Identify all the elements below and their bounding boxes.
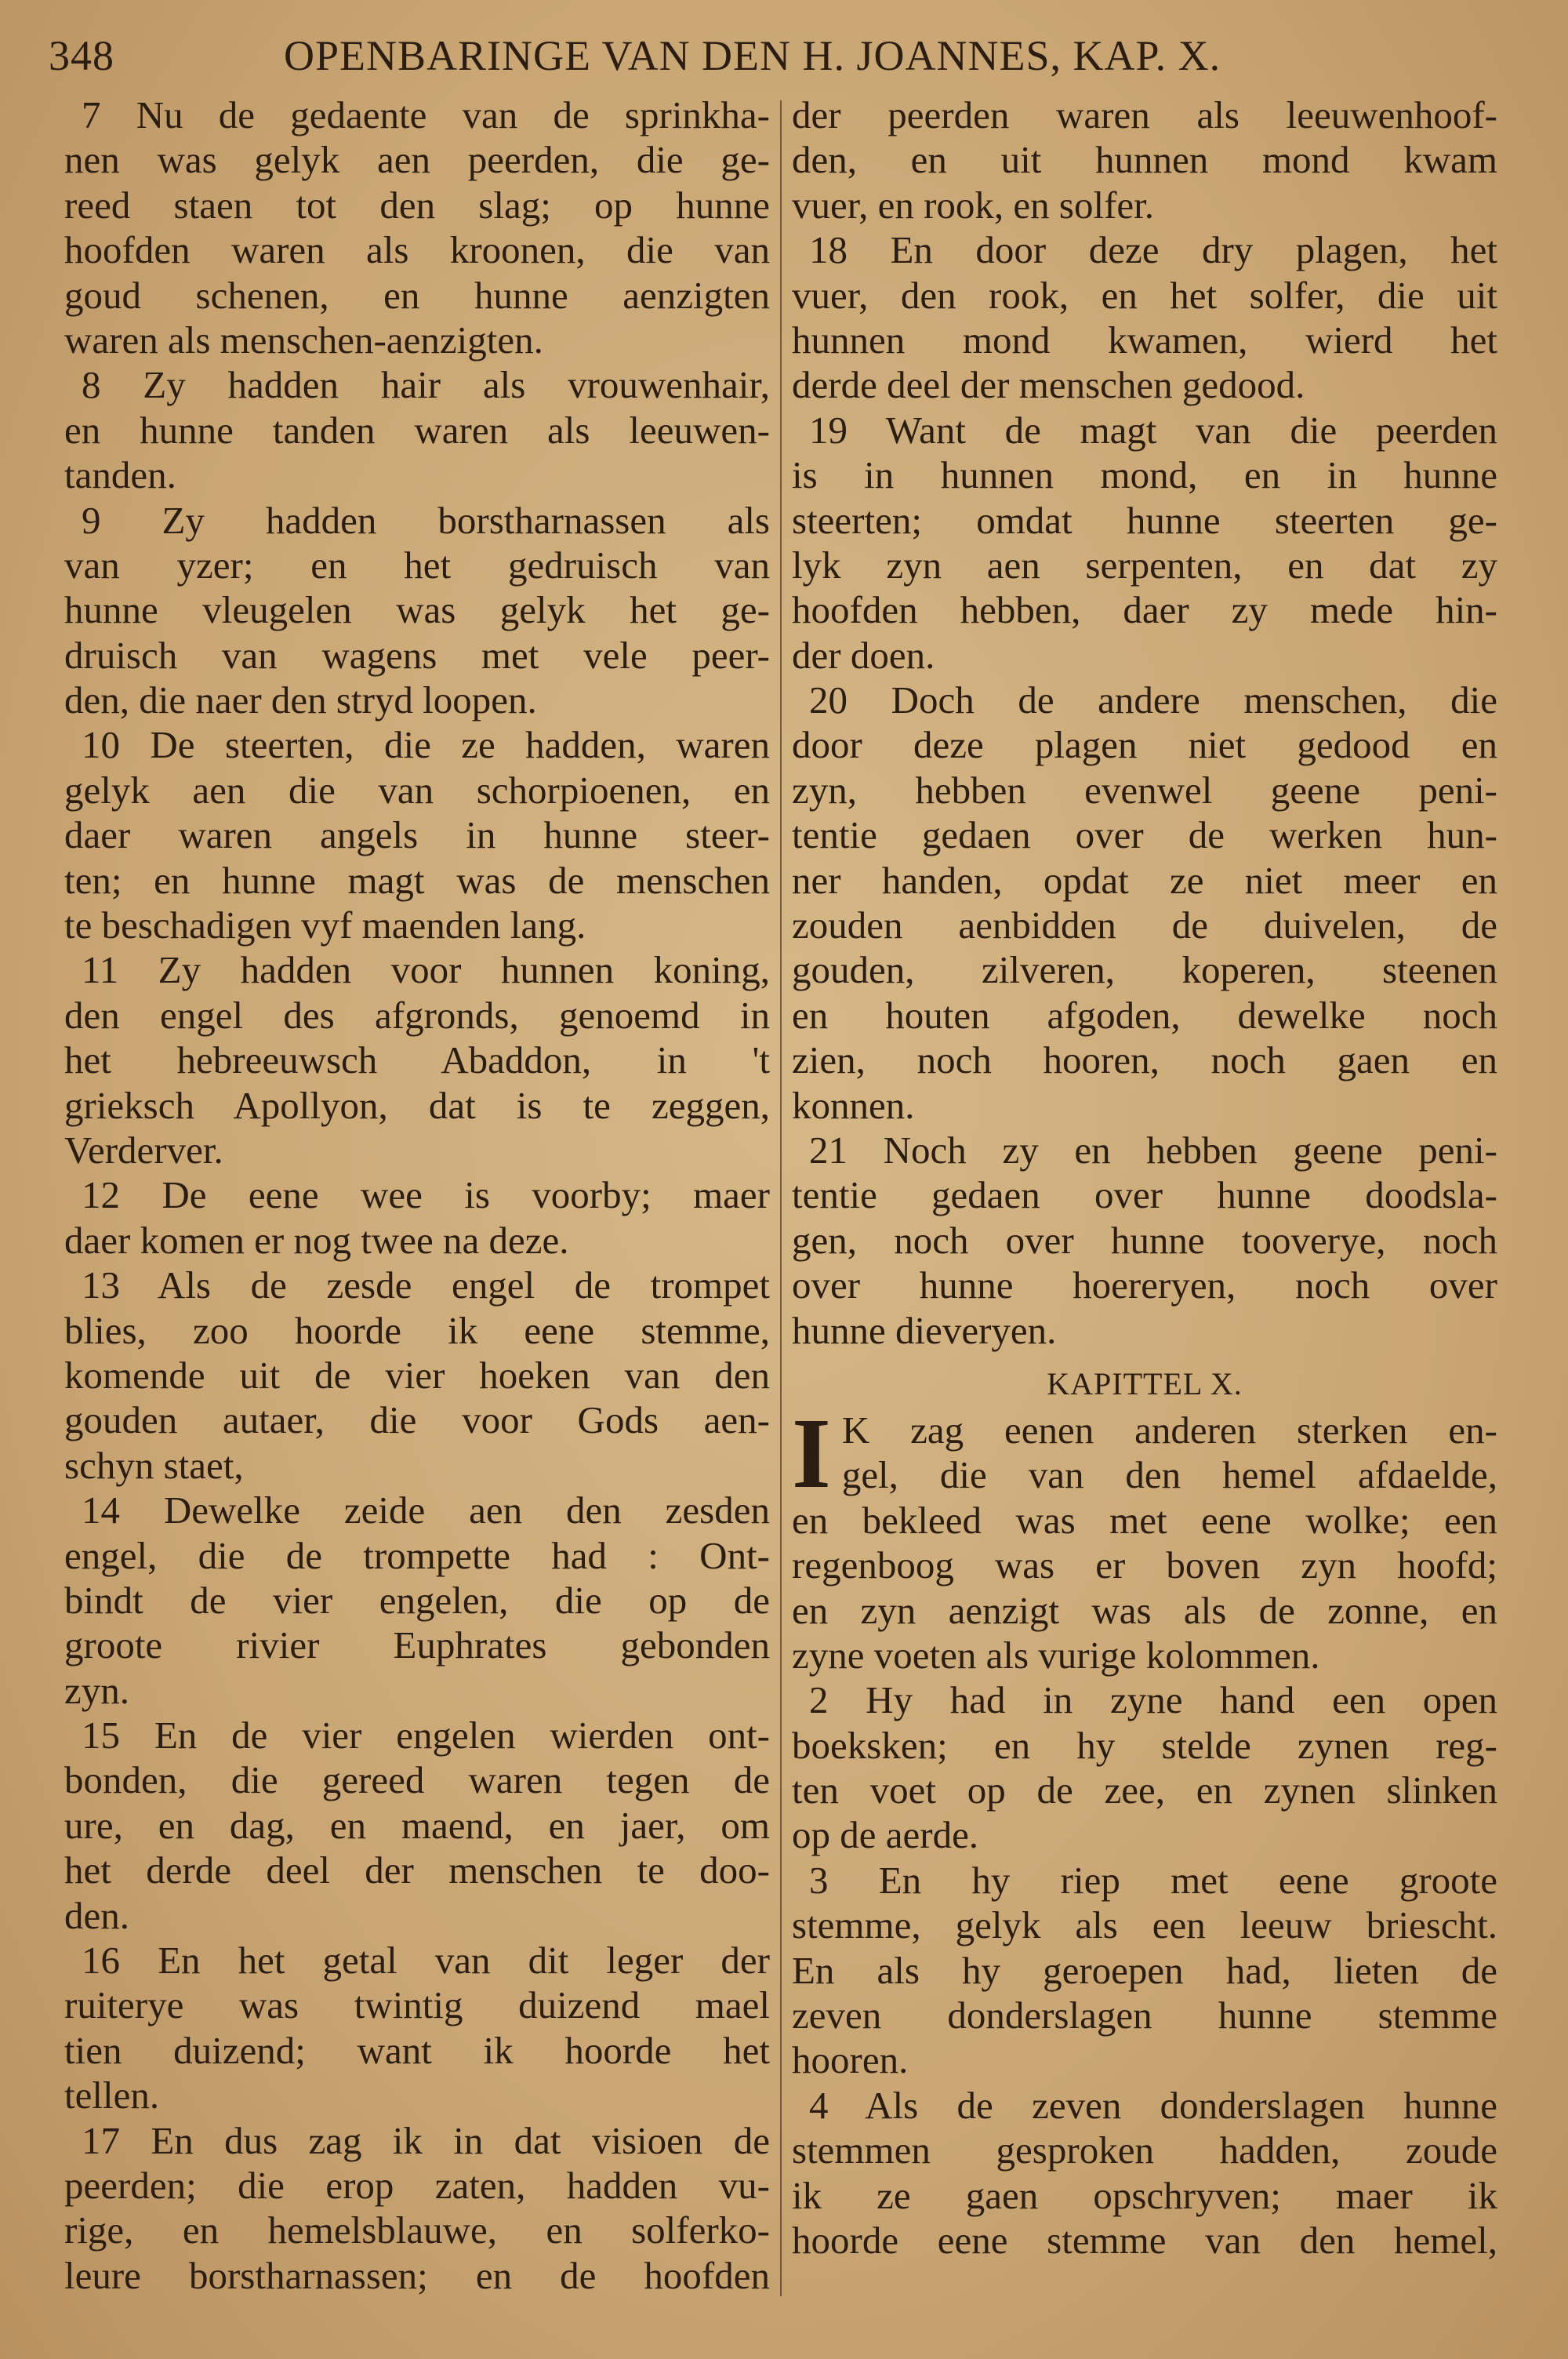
text-line: daer komen er nog twee na deze.	[64, 1218, 569, 1262]
text-line: bonden, die gereed waren tegen de	[64, 1758, 770, 1802]
text-line: zyne voeten als vurige kolommen.	[792, 1633, 1320, 1677]
text-line: het hebreeuwsch Abaddon, in 't	[64, 1038, 770, 1082]
text-line: 14 Dewelke zeide aen den zesden	[82, 1488, 770, 1532]
text-line: hoorde eene stemme van den hemel,	[792, 2218, 1497, 2262]
text-line: der doen.	[792, 633, 935, 677]
text-line: ruiterye was twintig duizend mael	[64, 1983, 770, 2027]
paragraph	[792, 1858, 1497, 2083]
text-line: 15 En de vier engelen wierden ont-	[82, 1714, 770, 1757]
text-line: door deze plagen niet gedood en	[792, 723, 1497, 767]
text-line: en houten afgoden, dewelke noch	[792, 993, 1497, 1037]
text-line: konnen.	[792, 1083, 915, 1127]
text-line: vuer, den rook, en het solfer, die uit	[792, 273, 1497, 317]
text-line: 9 Zy hadden borstharnassen als	[82, 498, 770, 542]
text-line: 8 Zy hadden hair als vrouwenhair,	[82, 363, 770, 407]
text-line: 2 Hy had in zyne hand een open	[809, 1678, 1497, 1722]
text-line: 3 En hy riep met eene groote	[809, 1858, 1497, 1902]
text-line: tanden.	[64, 453, 176, 497]
text-line: En als hy geroepen had, lieten de	[792, 1948, 1497, 1992]
text-line: rige, en hemelsblauwe, en solferko-	[64, 2208, 770, 2252]
drop-cap: I	[792, 1397, 831, 1509]
text-line: grieksch Apollyon, dat is te zeggen,	[64, 1083, 770, 1127]
text-line: bindt de vier engelen, die op de	[64, 1578, 770, 1622]
text-line: 20 Doch de andere menschen, die	[809, 678, 1497, 722]
text-line: stemmen gesproken hadden, zoude	[792, 2128, 1497, 2172]
paragraph	[64, 498, 770, 723]
column-divider	[780, 100, 782, 2296]
paragraph	[64, 2118, 770, 2299]
paragraph	[64, 1713, 770, 1938]
text-line: druisch van wagens met vele peer-	[64, 633, 770, 677]
text-line: steerten; omdat hunne steerten ge-	[792, 498, 1497, 542]
paragraph	[792, 678, 1497, 1128]
text-line: den, die naer den stryd loopen.	[64, 678, 537, 722]
text-line: ten; en hunne magt was de menschen	[64, 858, 770, 902]
paragraph	[792, 1128, 1497, 1353]
text-line: derde deel der menschen gedood.	[792, 363, 1305, 407]
paragraph	[792, 2083, 1497, 2263]
text-line: zeven donderslagen hunne stemme	[792, 1994, 1497, 2037]
text-line: lyk zyn aen serpenten, en dat zy	[792, 543, 1497, 587]
text-line: nen was gelyk aen peerden, die ge-	[64, 138, 770, 182]
text-line: tentie gedaen over hunne doodsla-	[792, 1173, 1497, 1217]
text-line: engel, die de trompette had : Ont-	[64, 1533, 770, 1577]
text-line: gouden, zilveren, koperen, steenen	[792, 948, 1497, 992]
text-line: ure, en dag, en maend, en jaer, om	[64, 1803, 770, 1847]
paragraph	[64, 1172, 770, 1263]
text-line: der peerden waren als leeuwenhoof-	[792, 93, 1497, 136]
text-line: den.	[64, 1893, 129, 1937]
text-line: hooren.	[792, 2038, 909, 2082]
text-line: 11 Zy hadden voor hunnen koning,	[82, 948, 770, 992]
text-line: ik ze gaen opschryven; maer ik	[792, 2173, 1497, 2217]
text-line: ten voet op de zee, en zynen slinken	[792, 1768, 1497, 1812]
text-line: en bekleed was met eene wolke; een	[792, 1498, 1497, 1542]
text-line: 12 De eene wee is voorby; maer	[82, 1173, 770, 1217]
page-number: 348	[49, 32, 114, 79]
running-title: OPENBARINGE VAN DEN H. JOANNES, KAP. X.	[284, 32, 1221, 79]
text-line: en hunne tanden waren als leeuwen-	[64, 408, 770, 452]
text-line: groote rivier Euphrates gebonden	[64, 1623, 770, 1667]
paragraph	[792, 1677, 1497, 1858]
text-line: 19 Want de magt van die peerden	[809, 408, 1497, 452]
text-line: hunne vleugelen was gelyk het ge-	[64, 588, 770, 632]
paragraph	[792, 93, 1497, 227]
paragraph	[64, 1263, 770, 1488]
paragraph	[64, 1938, 770, 2118]
text-line: peerden; die erop zaten, hadden vu-	[64, 2163, 770, 2207]
paragraph	[792, 227, 1497, 408]
text-line: ner handen, opdat ze niet meer en	[792, 858, 1497, 902]
text-line: 10 De steerten, die ze hadden, waren	[82, 723, 770, 767]
text-line: den, en uit hunnen mond kwam	[792, 138, 1497, 182]
text-line: Verderver.	[64, 1128, 223, 1172]
text-line: hunne dieveryen.	[792, 1308, 1057, 1352]
text-line: leure borstharnassen; en de hoofden	[64, 2253, 770, 2297]
paragraph	[792, 408, 1497, 678]
text-line: K zag eenen anderen sterken en-	[841, 1408, 1497, 1452]
paragraph	[792, 1397, 1497, 1677]
paragraph	[64, 93, 770, 362]
text-line: hoofden waren als kroonen, die van	[64, 228, 770, 272]
text-line: waren als menschen-aenzigten.	[64, 318, 543, 362]
text-line: 13 Als de zesde engel de trompet	[82, 1263, 770, 1307]
text-line: reed staen tot den slag; op hunne	[64, 183, 770, 227]
paragraph	[64, 362, 770, 497]
text-line: van yzer; en het gedruisch van	[64, 543, 770, 587]
text-line: goud schenen, en hunne aenzigten	[64, 273, 770, 317]
left-column	[64, 93, 770, 2298]
text-line: 16 En het getal van dit leger der	[82, 1939, 770, 1983]
text-line: hunnen mond kwamen, wierd het	[792, 318, 1497, 362]
text-line: stemme, gelyk als een leeuw briescht.	[792, 1903, 1497, 1947]
text-line: te beschadigen vyf maenden lang.	[64, 903, 586, 947]
right-column	[792, 93, 1497, 2263]
text-line: tellen.	[64, 2074, 160, 2117]
text-line: 21 Noch zy en hebben geene peni-	[809, 1128, 1497, 1172]
text-line: zien, noch hooren, noch gaen en	[792, 1038, 1497, 1082]
text-line: schyn staet,	[64, 1443, 244, 1487]
text-line: 7 Nu de gedaente van de sprinkha-	[82, 93, 770, 136]
text-line: gouden autaer, die voor Gods aen-	[64, 1398, 770, 1442]
text-line: gen, noch over hunne tooverye, noch	[792, 1218, 1497, 1262]
text-line: gel, die van den hemel afdaelde,	[841, 1453, 1497, 1497]
text-line: over hunne hoereryen, noch over	[792, 1263, 1497, 1307]
text-line: 4 Als de zeven donderslagen hunne	[809, 2083, 1497, 2127]
text-line: boeksken; en hy stelde zynen reg-	[792, 1723, 1497, 1767]
text-line: gelyk aen die van schorpioenen, en	[64, 768, 770, 812]
text-line: 18 En door deze dry plagen, het	[809, 228, 1497, 272]
text-line: daer waren angels in hunne steer-	[64, 813, 770, 857]
text-line: en zyn aenzigt was als de zonne, en	[792, 1588, 1497, 1632]
text-line: blies, zoo hoorde ik eene stemme,	[64, 1308, 770, 1352]
text-line: hoofden hebben, daer zy mede hin-	[792, 588, 1497, 632]
text-line: is in hunnen mond, en in hunne	[792, 453, 1497, 497]
text-line: regenboog was er boven zyn hoofd;	[792, 1543, 1497, 1587]
text-line: 17 En dus zag ik in dat visioen de	[82, 2118, 770, 2162]
paragraph	[64, 947, 770, 1172]
text-line: op de aerde.	[792, 1813, 979, 1857]
text-line: zyn.	[64, 1668, 129, 1712]
running-header	[49, 31, 1303, 86]
text-line: tentie gedaen over de werken hun-	[792, 813, 1497, 857]
text-line: zyn, hebben evenwel geene peni-	[792, 768, 1497, 812]
text-line: tien duizend; want ik hoorde het	[64, 2028, 770, 2072]
text-line: komende uit de vier hoeken van den	[64, 1353, 770, 1397]
text-line: den engel des afgronds, genoemd in	[64, 993, 770, 1037]
paragraph	[64, 722, 770, 947]
chapter-heading: KAPITTEL X.	[1047, 1365, 1243, 1401]
text-line: vuer, en rook, en solfer.	[792, 183, 1155, 227]
paragraph	[64, 1488, 770, 1713]
text-line: zouden aenbidden de duivelen, de	[792, 903, 1497, 947]
text-line: het derde deel der menschen te doo-	[64, 1848, 770, 1892]
